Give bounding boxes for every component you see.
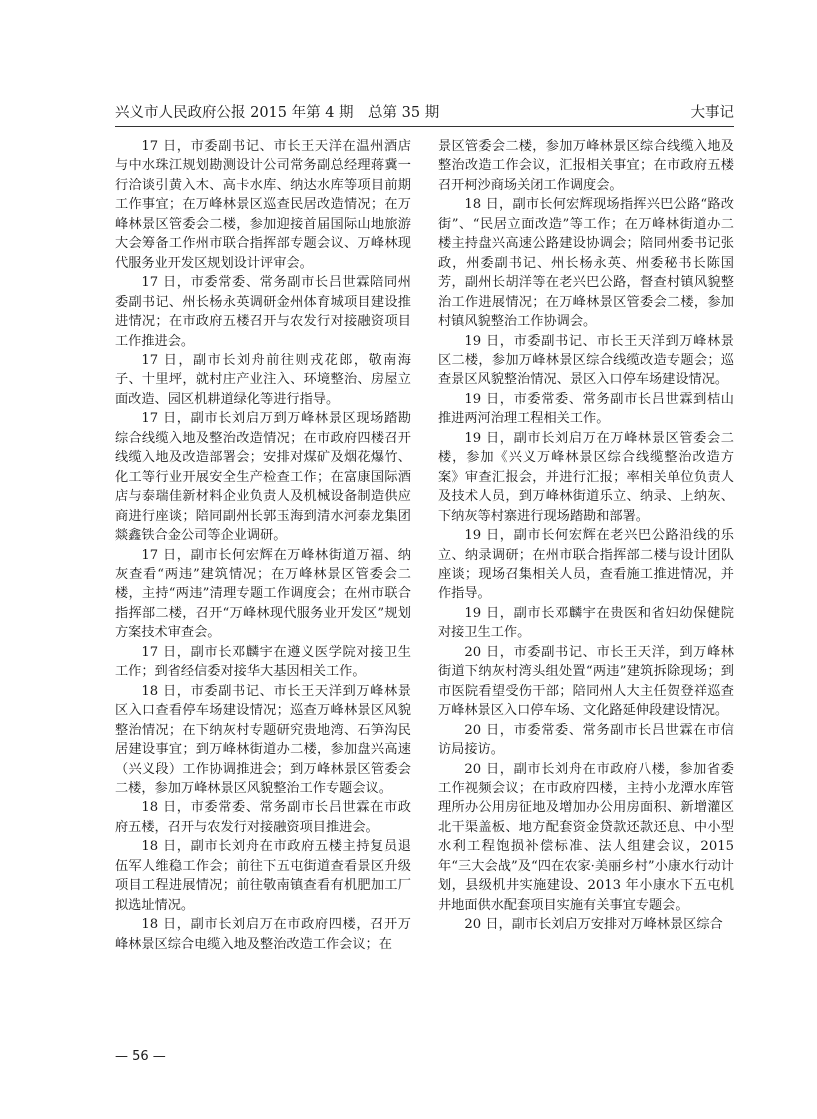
paragraph: 18 日，市委副书记、市长王天洋到万峰林景区入口查看停车场建设情况；巡查万峰林景区风貌整治情况；在下纳灰村专题研究贵地湾、石笋沟民居建设事宜；到万峰林街道办二楼，参加盘兴高速（兴义段）工作协调推进会；到万峰林景区管委会二楼，参加万峰林景区风貌整治工作专题会议。 xyxy=(115,683,411,796)
paragraph: 17 日，副市长刘启万到万峰林景区现场踏勘综合线缆入地及整治改造情况；在市政府四楼召开线缆入地及改造部署会；安排对煤矿及烟花爆竹、化工等行业开展安全生产检查工作；在富康国际酒店与泰瑞佳新材料企业负责人及机械设备制造供应商进行座谈；陪同副州长郭玉海到清水河泰龙集团燚鑫铁合金公司等企业调研。 xyxy=(115,411,411,544)
paragraph-continued: 景区管委会二楼，参加万峰林景区综合线缆入地及整治改造工作会议，汇报相关事宜；在市政府五楼召开柯沙商场关闭工作调度会。 xyxy=(438,139,734,193)
paragraph: 19 日，市委副书记、市长王天洋到万峰林景区二楼，参加万峰林景区综合线缆改造专题会；巡查景区风貌整治情况、景区入口停车场建设情况。 xyxy=(438,333,734,388)
page-header xyxy=(115,100,734,127)
left-column xyxy=(115,137,411,1037)
paragraph: 19 日，副市长刘启万在万峰林景区管委会二楼，参加《兴义万峰林景区综合线缆整治改造方案》审查汇报会，并进行汇报；率相关单位负责人及技术人员，到万峰林街道乐立、纳录、上纳灰、下纳灰等村寨进行现场踏勘和部署。 xyxy=(438,430,734,524)
right-column xyxy=(438,137,734,1037)
paragraph: 17 日，市委副书记、市长王天洋在温州酒店与中水珠江规划勘测设计公司常务副总经理蒋冀一行洽谈引黄入木、高卡水库、纳达水库等项目前期工作事宜；在万峰林景区巡查民居改造情况；在万峰林景区管委会二楼，参加迎接首届国际山地旅游大会筹备工作州市联合指挥部专题会议、万峰林现代服务业开发区规划设计评审会。 xyxy=(115,139,411,271)
paragraph: 19 日，副市长邓麟宇在贵医和省妇幼保健院对接卫生工作。 xyxy=(438,605,734,641)
paragraph: 20 日，市委常委、常务副市长吕世霖在市信访局接访。 xyxy=(438,722,734,758)
paragraph: 20 日，市委副书记、市长王天洋，到万峰林街道下纳灰村湾头组处置“两违”建筑拆除现场；到市医院看望受伤干部；陪同州人大主任贺登祥巡查万峰林景区入口停车场、文化路延伸段建设情况。 xyxy=(438,644,734,719)
paragraph: 17 日，副市长邓麟宇在遵义医学院对接卫生工作；到省经信委对接华大基因相关工作。 xyxy=(115,644,411,680)
body-columns xyxy=(115,137,734,1037)
journal-title: 兴义市人民政府公报 2015 年第 4 期 总第 35 期 xyxy=(115,105,440,121)
paragraph: 20 日，副市长刘启万安排对万峰林景区综合 xyxy=(464,917,723,933)
paragraph: 18 日，副市长刘启万在市政府四楼，召开万峰林景区综合电缆入地及整治改造工作会议；在 xyxy=(115,917,411,952)
paragraph: 20 日，副市长刘舟在市政府八楼，参加省委工作视频会议；在市政府四楼，主持小龙潭水库管理所办公用房征地及增加办公用房面积、新增灌区北干渠盖板、地方配套资金贷款还款还息、中小型水利工程饱损补偿标准、法人组建会议，2015 年“三大会战”及“四在农家·美丽乡村”小康水行动计划，县级机井实施建设、2013 年小康水下五屯机井地面供水配套项目实施有关事宜专题会。 xyxy=(438,761,734,913)
page-number: — 56 — xyxy=(115,1049,166,1064)
paragraph: 17 日，副市长何宏辉在万峰林街道万福、纳灰查看“两违”建筑情况；在万峰林景区管委会二楼，主持“两违”清理专题工作调度会；在州市联合指挥部二楼，召开“万峰林现代服务业开发区”规划方案技术审查会。 xyxy=(115,547,411,641)
paragraph: 17 日，市委常委、常务副市长吕世霖陪同州委副书记、州长杨永英调研金州体育城项目建设推进情况；在市政府五楼召开与农发行对接融资项目工作推进会。 xyxy=(115,275,411,349)
paragraph: 19 日，副市长何宏辉在老兴巴公路沿线的乐立、纳录调研；在州市联合指挥部二楼与设计团队座谈；现场召集相关人员，查看施工推进情况，并作指导。 xyxy=(438,528,734,602)
paragraph: 17 日，副市长刘舟前往则戎花郎，敬南海子、十里坪，就村庄产业注入、环境整治、房屋立面改造、园区机耕道绿化等进行指导。 xyxy=(115,352,411,407)
paragraph: 18 日，副市长刘舟在市政府五楼主持复员退伍军人维稳工作会；前往下五屯街道查看景区升级项目工程进展情况；前往敬南镇查看有机肥加工厂拟选址情况。 xyxy=(115,839,411,913)
paragraph: 18 日，副市长何宏辉现场指挥兴巴公路“路改街”、“民居立面改造”等工作；在万峰林街道办二楼主持盘兴高速公路建设协调会；陪同州委书记张政，州委副书记、州长杨永英、州委秘书长陈国芳，副州长胡洋等在老兴巴公路，督查村镇风貌整治工作进展情况；在万峰林景区管委会二楼，参加村镇风貌整治工作协调会。 xyxy=(438,197,734,330)
section-title: 大事记 xyxy=(690,105,734,121)
paragraph: 19 日，市委常委、常务副市长吕世霖到桔山推进两河治理工程相关工作。 xyxy=(438,391,734,427)
paragraph: 18 日，市委常委、常务副市长吕世霖在市政府五楼，召开与农发行对接融资项目推进会。 xyxy=(115,800,411,835)
